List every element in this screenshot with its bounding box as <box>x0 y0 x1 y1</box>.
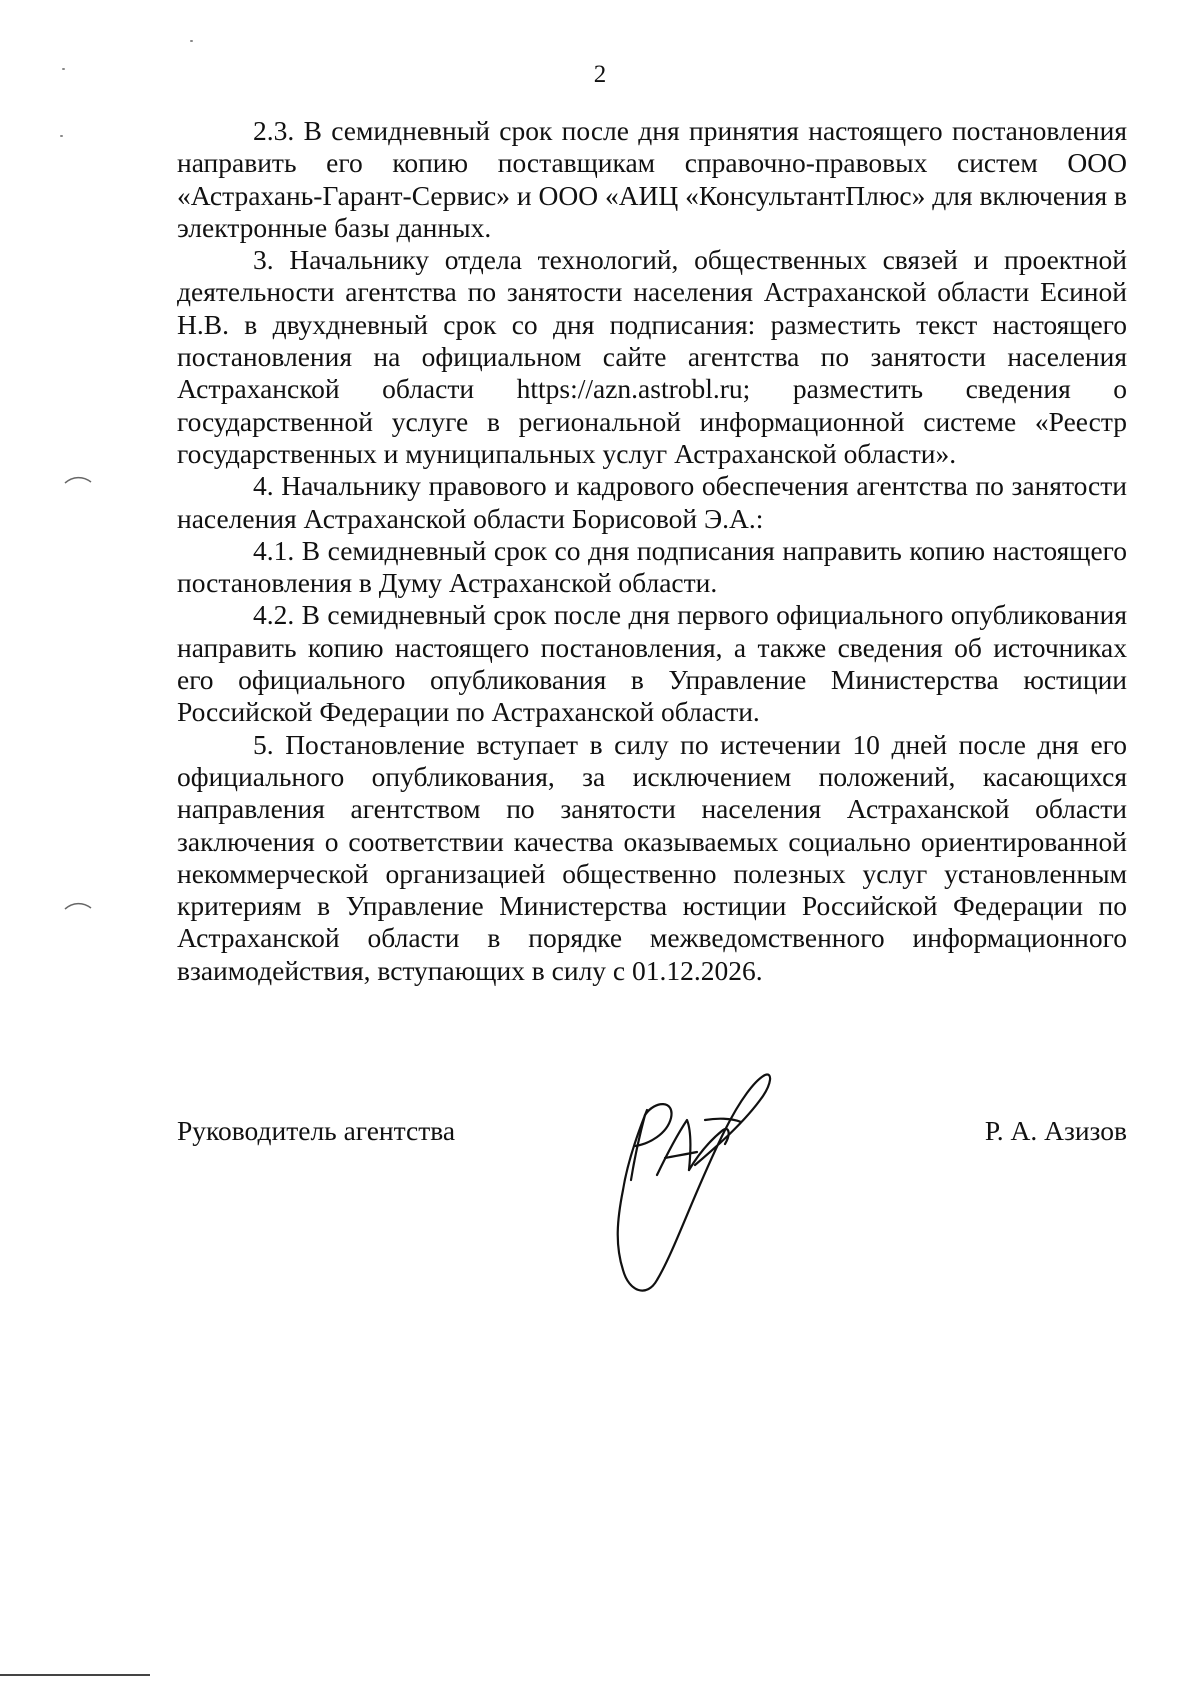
signatory-name: Р. А. Азизов <box>984 1115 1127 1146</box>
paragraph-4: 4. Начальнику правового и кадрового обеспечения агентства по занятости населения Астраханской области Борисовой Э.А.: <box>177 470 1127 534</box>
signatory-title: Руководитель агентства <box>177 1115 456 1146</box>
paragraph-5: 5. Постановление вступает в силу по истечении 10 дней после дня его официального опубликования, за исключением положений, касающихся направления агентством по занятости населения Астраханской области заключения о соответствии качества оказываемых социально ориентированной некоммерческой организацией общественно полезных услуг установленным критериям в Управление Министерства юстиции Российской Федерации по Астраханской области в порядке межведомственного информационного взаимодействия, вступающих в силу с 01.12.2026. <box>177 728 1127 986</box>
page-number: 2 <box>593 61 607 88</box>
margin-mark <box>63 474 93 486</box>
paragraph-4-2: 4.2. В семидневный срок после дня первого официального опубликования направить копию настоящего постановления, а также сведения об источниках его официального опубликования в Управление Министерства юстиции Российской Федерации по Астраханской области. <box>177 599 1127 728</box>
margin-mark <box>63 900 93 912</box>
scan-speck <box>60 135 63 137</box>
paragraph-3: 3. Начальнику отдела технологий, общественных связей и проектной деятельности агентства по занятости населения Астраханской области Есиной Н.В. в двухдневный срок со дня подписания: разместить текст настоящего постановления на официальном сайте агентства по занятости населения Астраханской области https://azn.astrobl.ru; разместить сведения о государственной услуге в региональной информационной системе «Реестр государственных и муниципальных услуг Астраханской области». <box>177 244 1127 469</box>
scan-edge-line <box>0 1674 150 1676</box>
scan-speck <box>190 40 193 42</box>
paragraph-4-1: 4.1. В семидневный срок со дня подписания направить копию настоящего постановления в Думу Астраханской области. <box>177 534 1127 599</box>
document-body <box>177 115 1127 987</box>
scan-speck <box>62 68 65 70</box>
paragraph-2-3: 2.3. В семидневный срок после дня принятия настоящего постановления направить его копию поставщикам справочно-правовых систем ООО «Астрахань-Гарант-Сервис» и ООО «АИЦ «КонсультантПлюс» для включения в электронные базы данных. <box>177 115 1127 243</box>
handwritten-signature <box>605 1070 805 1305</box>
